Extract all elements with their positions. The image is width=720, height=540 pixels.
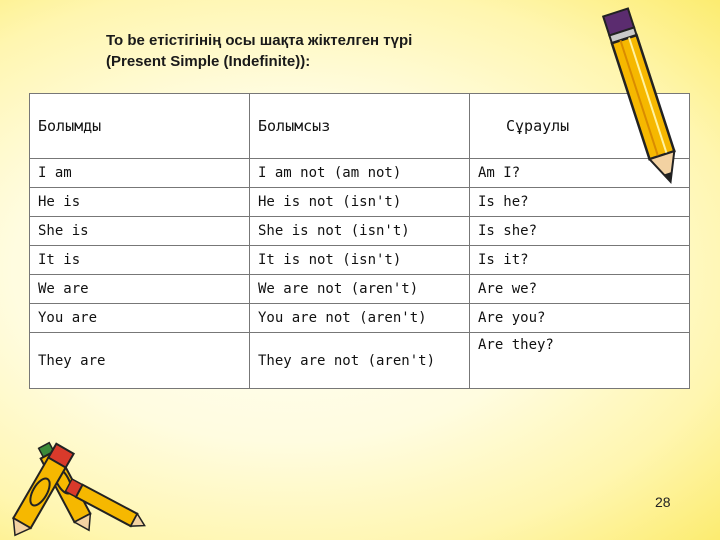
cell-question: Is she? [470,217,690,246]
cell-question: Is he? [470,188,690,217]
cell-question: Am I? [470,159,690,188]
cell-positive: I am [30,159,250,188]
cell-question: Are we? [470,275,690,304]
cell-negative: We are not (aren't) [250,275,470,304]
cell-positive: It is [30,246,250,275]
header-question: Сұраулы [470,94,690,159]
cell-question: Are they? [470,333,690,389]
pencil-icon [598,0,690,200]
header-negative: Болымсыз [250,94,470,159]
table-row [30,159,690,188]
cell-positive: We are [30,275,250,304]
cell-negative: They are not (aren't) [250,333,470,389]
table-row [30,217,690,246]
table-row [30,304,690,333]
title-line-1: To be етістігінің осы шақта жіктелген түрі [106,32,413,49]
cell-negative: She is not (isn't) [250,217,470,246]
slide-title [106,30,546,72]
table-row [30,246,690,275]
cell-negative: It is not (isn't) [250,246,470,275]
cell-negative: I am not (am not) [250,159,470,188]
cell-question: Are you? [470,304,690,333]
cell-positive: He is [30,188,250,217]
table-header-row [30,94,690,159]
header-positive: Болымды [30,94,250,159]
table-row [30,275,690,304]
cell-negative: He is not (isn't) [250,188,470,217]
cell-positive: You are [30,304,250,333]
cell-question: Is it? [470,246,690,275]
table-row [30,188,690,217]
title-line-2: (Present Simple (Indefinite)): [106,53,311,70]
page-number: 28 [655,494,671,510]
cell-negative: You are not (aren't) [250,304,470,333]
cell-positive: They are [30,333,250,389]
table-row [30,333,690,389]
cell-positive: She is [30,217,250,246]
conjugation-table [29,93,690,389]
crayons-icon [0,432,150,540]
